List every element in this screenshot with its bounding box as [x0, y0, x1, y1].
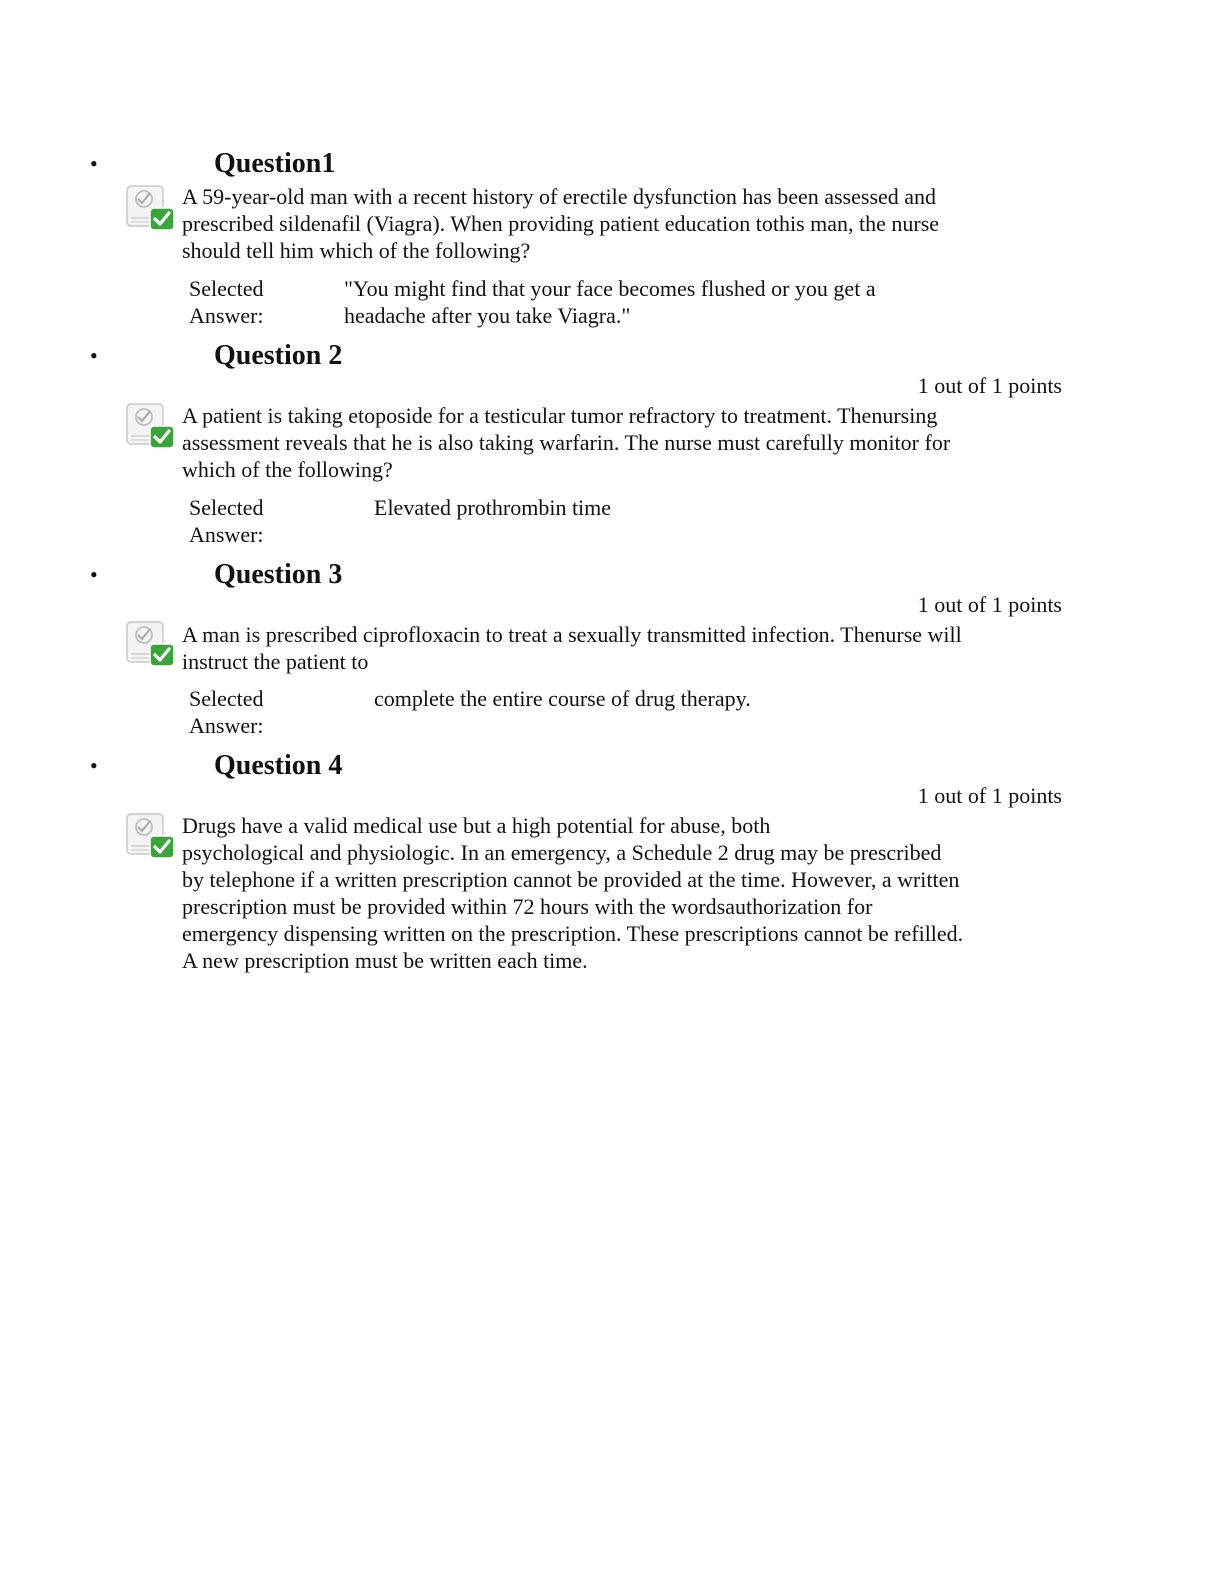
selected-answer-label: Selected Answer:	[189, 495, 264, 547]
question-text-line: which of the following?	[182, 457, 393, 482]
question-text-line: Drugs have a valid medical use but a high potential for abuse, both	[182, 813, 771, 838]
question-text	[182, 812, 963, 974]
question-text-line: A patient is taking etoposide for a testicular tumor refractory to treatment. Thenursing	[182, 403, 938, 428]
points-score: 1 out of 1 points	[917, 592, 1062, 617]
selected-answer-label: Selected Answer:	[189, 276, 264, 328]
selected-answer-text: Elevated prothrombin time	[374, 495, 612, 520]
correct-checkmark-icon	[125, 620, 175, 668]
bullet-icon: •	[90, 753, 98, 778]
question-text-line: psychological and physiologic. In an emergency, a Schedule 2 drug may be prescribed	[182, 840, 942, 865]
correct-checkmark-icon	[125, 184, 175, 232]
question-text-line: should tell him which of the following?	[182, 238, 531, 263]
selected-answer-label: Selected Answer:	[189, 686, 264, 738]
question-text-line: A new prescription must be written each time.	[182, 948, 588, 973]
points-score: 1 out of 1 points	[917, 783, 1062, 808]
question-text-line: assessment reveals that he is also taking warfarin. The nurse must carefully monitor for	[182, 430, 951, 455]
question-text-line: A man is prescribed ciprofloxacin to treat a sexually transmitted infection. Thenurse will	[182, 622, 962, 647]
question-text-line: by telephone if a written prescription cannot be provided at the time. However, a written	[182, 867, 960, 892]
bullet-icon: •	[90, 343, 98, 368]
question-text	[182, 183, 939, 264]
question-text-line: A 59-year-old man with a recent history of erectile dysfunction has been assessed and	[182, 184, 937, 209]
correct-checkmark-icon	[125, 402, 175, 450]
question-text-line: prescribed sildenafil (Viagra). When providing patient education tothis man, the nurse	[182, 211, 940, 236]
question-text-line: instruct the patient to	[182, 649, 369, 674]
question-text	[182, 402, 950, 483]
question-text	[182, 621, 962, 675]
question-title: Question 3	[214, 559, 343, 590]
bullet-icon: •	[90, 562, 98, 587]
question-text-line: emergency dispensing written on the prescription. These prescriptions cannot be refilled.	[182, 921, 964, 946]
points-score: 1 out of 1 points	[917, 373, 1062, 398]
selected-answer-text: "You might find that your face becomes flushed or you get a headache after you take Viagra."	[344, 276, 876, 328]
correct-checkmark-icon	[125, 812, 175, 860]
question-title: Question 2	[214, 340, 343, 371]
question-title: Question 4	[214, 750, 343, 781]
bullet-icon: •	[90, 151, 98, 176]
question-text-line: prescription must be provided within 72 hours with the wordsauthorization for	[182, 894, 873, 919]
selected-answer-text: complete the entire course of drug therapy.	[374, 686, 751, 711]
question-title: Question1	[214, 148, 336, 179]
